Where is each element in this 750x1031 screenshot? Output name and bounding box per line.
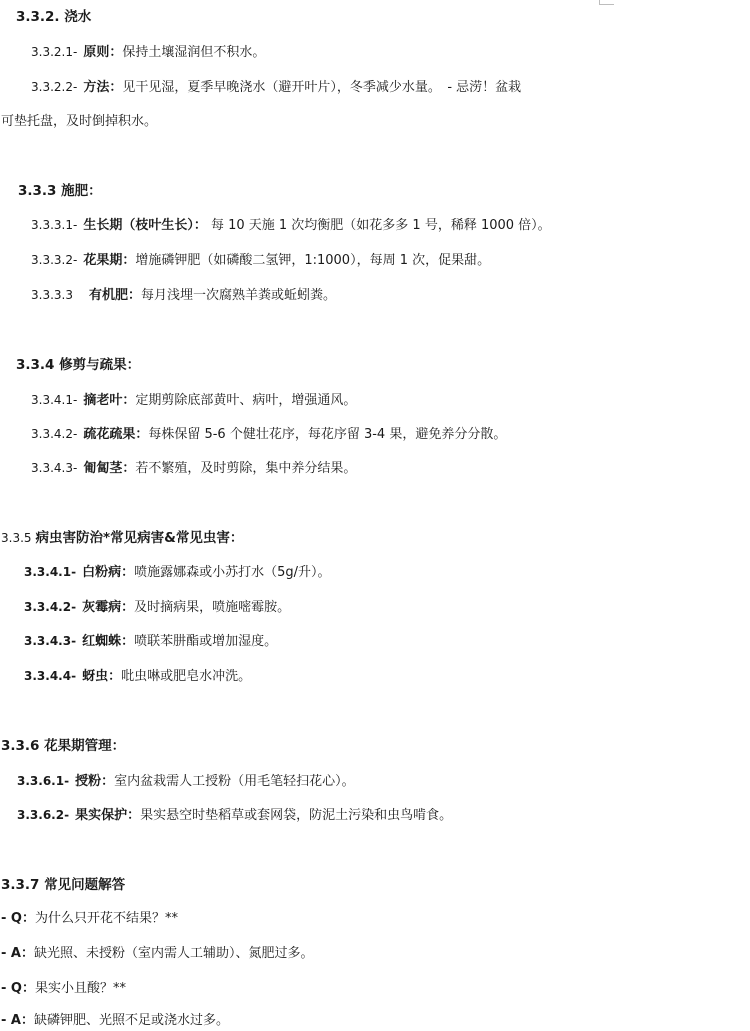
list-item <box>31 215 551 235</box>
item-text: 定期剪除底部黄叶、病叶，增强通风。 <box>135 393 357 408</box>
list-item <box>24 562 330 582</box>
list-item <box>31 390 356 410</box>
list-item <box>31 77 521 97</box>
qa-prefix: - A： <box>1 946 34 961</box>
qa-prefix: - Q： <box>1 981 35 996</box>
faq-question <box>1 979 126 999</box>
list-item <box>31 424 506 444</box>
heading-text: 3.3.2. 浇水 <box>16 9 92 25</box>
qa-text: 缺光照、未授粉（室内需人工辅助）、氮肥过多。 <box>33 946 314 961</box>
list-item <box>31 458 356 478</box>
faq-answer <box>1 1011 229 1031</box>
item-number: 3.3.4.4- <box>24 669 77 683</box>
item-term: 蚜虫： <box>82 669 122 684</box>
item-text: 若不繁殖，及时剪除，集中养分结果。 <box>135 461 357 476</box>
list-item <box>24 631 277 651</box>
item-text: 喷联苯肼酯或增加湿度。 <box>134 634 278 649</box>
section-heading-pruning <box>16 355 140 375</box>
faq-answer <box>1 944 314 964</box>
item-text: 增施磷钾肥（如磷酸二氢钾，1:1000），每周 1 次，促果甜。 <box>135 253 491 268</box>
item-text: 果实悬空时垫稻草或套网袋，防泥土污染和虫鸟啃食。 <box>140 808 453 823</box>
item-number: 3.3.3.2- <box>31 253 78 267</box>
item-text: 每株保留 5-6 个健壮花序，每花序留 3-4 果，避免养分分散。 <box>148 427 507 442</box>
item-term: 果实保护： <box>75 808 141 823</box>
item-text: 喷施露娜森或小苏打水（5g/升）。 <box>134 565 331 580</box>
heading-text: 病虫害防治*常见病害&常见虫害： <box>35 530 244 546</box>
qa-text: 果实小且酸？** <box>34 981 126 996</box>
page-corner-mark <box>599 0 614 5</box>
item-text: 每月浅埋一次腐熟羊粪或蚯蚓粪。 <box>141 288 337 303</box>
item-text: 吡虫啉或肥皂水冲洗。 <box>121 669 252 684</box>
list-item <box>17 805 452 825</box>
item-number: 3.3.4.2- <box>24 600 77 614</box>
list-item <box>31 250 490 270</box>
item-text: 见干见湿，夏季早晚浇水（避开叶片），冬季减少水量。 - 忌涝！盆栽 <box>122 80 522 95</box>
item-number: 3.3.3.3 <box>31 288 73 302</box>
section-heading-watering <box>16 7 91 27</box>
item-number: 3.3.4.2- <box>31 427 78 441</box>
item-number: 3.3.4.3- <box>31 461 78 475</box>
qa-prefix: - A： <box>1 1013 34 1028</box>
item-text: 每 10 天施 1 次均衡肥（如花多多 1 号，稀释 1000 倍）。 <box>206 218 551 233</box>
list-item <box>17 771 355 791</box>
item-text: 保持土壤湿润但不积水。 <box>122 45 266 60</box>
faq-question <box>1 909 178 929</box>
item-number: 3.3.2.1- <box>31 45 78 59</box>
list-item <box>24 597 290 617</box>
item-number: 3.3.3.1- <box>31 218 78 232</box>
item-term: 匍匐茎： <box>83 461 136 476</box>
heading-text: 3.3.6 花果期管理： <box>1 738 126 754</box>
item-term: 生长期（枝叶生长）： <box>83 218 207 233</box>
item-number: 3.3.4.3- <box>24 634 77 648</box>
section-heading-flowering <box>1 736 125 756</box>
item-term: 花果期： <box>83 253 136 268</box>
item-number: 3.3.2.2- <box>31 80 78 94</box>
item-number: 3.3.4.1- <box>24 565 77 579</box>
item-number: 3.3.4.1- <box>31 393 78 407</box>
heading-text: 3.3.3 施肥： <box>18 183 102 199</box>
item-term: 白粉病： <box>82 565 135 580</box>
section-heading-faq <box>1 875 125 895</box>
qa-text: 缺磷钾肥、光照不足或浇水过多。 <box>33 1013 229 1028</box>
item-text: 及时摘病果，喷施嘧霉胺。 <box>134 600 291 615</box>
item-number: 3.3.6.2- <box>17 808 70 822</box>
list-item <box>24 666 251 686</box>
heading-text: 3.3.4 修剪与疏果： <box>16 357 141 373</box>
item-term: 方法： <box>83 80 123 95</box>
list-item <box>31 285 336 305</box>
qa-text: 为什么只开花不结果？** <box>34 911 178 926</box>
paragraph-continuation <box>1 112 157 132</box>
heading-number: 3.3.5 <box>1 531 32 545</box>
heading-text: 3.3.7 常见问题解答 <box>1 877 126 893</box>
item-text: 室内盆栽需人工授粉（用毛笔轻扫花心）。 <box>114 774 355 789</box>
item-number: 3.3.6.1- <box>17 774 70 788</box>
item-term: 红蜘蛛： <box>82 634 135 649</box>
item-term: 灰霉病： <box>82 600 135 615</box>
section-heading-fertilizing <box>18 181 102 201</box>
qa-prefix: - Q： <box>1 911 35 926</box>
section-heading-pest-control <box>1 528 243 548</box>
item-term: 原则： <box>83 45 123 60</box>
continuation-text: 可垫托盘，及时倒掉积水。 <box>1 114 158 129</box>
item-term: 摘老叶： <box>83 393 136 408</box>
item-term: 疏花疏果： <box>83 427 149 442</box>
item-term: 授粉： <box>75 774 115 789</box>
list-item <box>31 42 265 62</box>
item-term: 有机肥： <box>88 288 141 303</box>
